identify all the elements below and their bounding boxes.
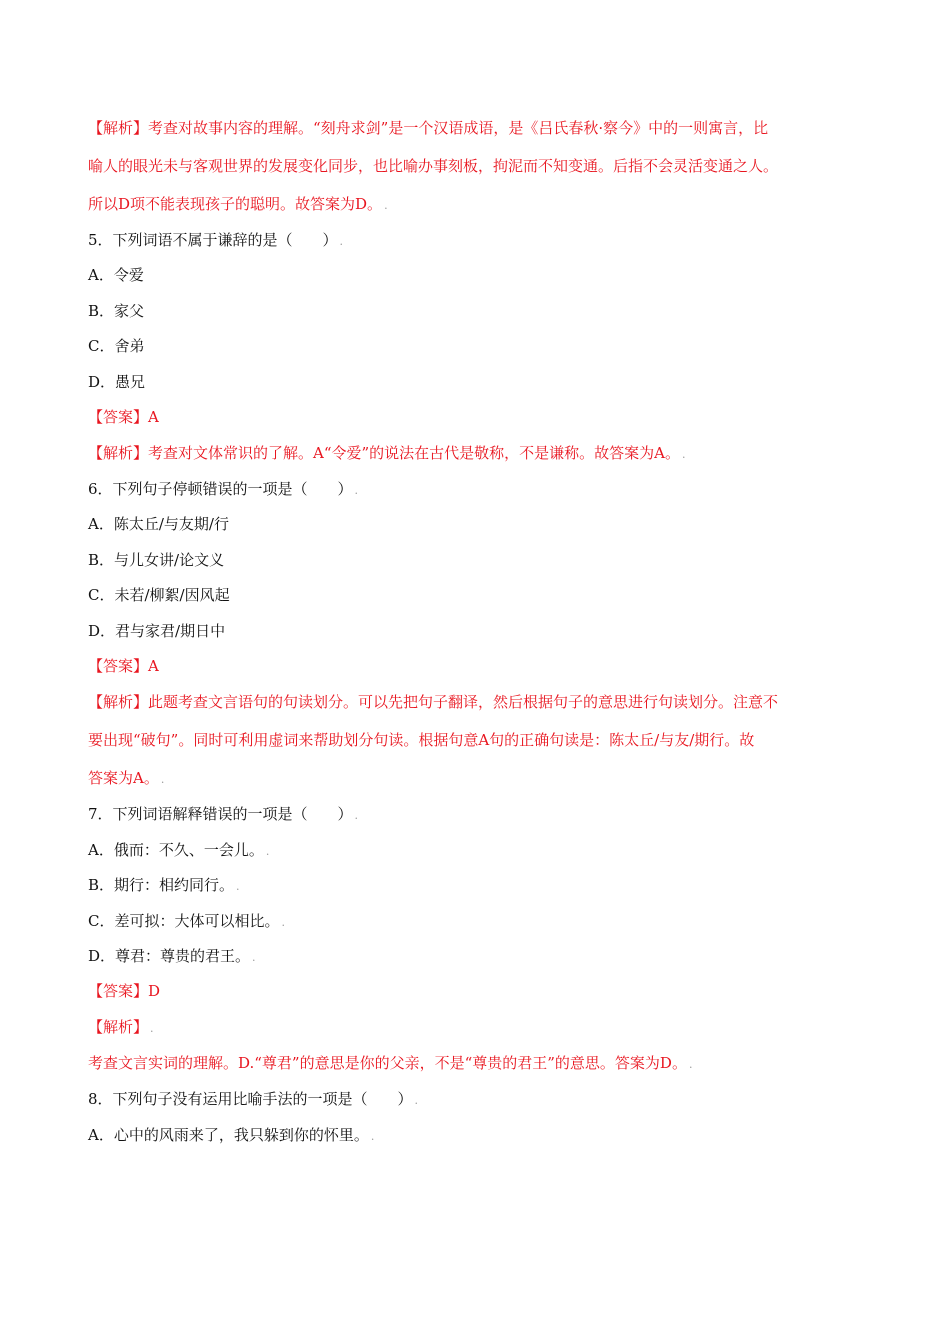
q6-option-c: C．未若/柳絮/因风起: [88, 586, 230, 604]
q6-option-b: B．与儿女讲/论文义: [88, 551, 225, 569]
q7-option-d: D．尊君：尊贵的君王。 .: [88, 947, 256, 965]
q8-question: 8．下列句子没有运用比喻手法的一项是（ ） .: [88, 1090, 419, 1108]
q4-analysis-line-1: 【解析】考查对故事内容的理解。“刻舟求剑”是一个汉语成语，是《吕氏春秋·察今》中的一则寓言，比: [88, 119, 769, 137]
q5-option-c: C．舍弟: [88, 337, 145, 355]
q5-answer: 【答案】A: [88, 408, 159, 426]
q4-analysis-line-2: 喻人的眼光未与客观世界的发展变化同步，也比喻办事刻板，拘泥而不知变通。后指不会灵活变通之人。: [88, 157, 779, 175]
q6-analysis-line-2: 要出现“破句”。同时可利用虚词来帮助划分句读。根据句意A句的正确句读是：陈太丘/与友/期行。故: [88, 731, 755, 749]
q7-option-b: B．期行：相约同行。 .: [88, 876, 240, 894]
paragraph-mark: .: [384, 199, 388, 212]
q7-option-c: C．差可拟：大体可以相比。 .: [88, 912, 285, 930]
q5-option-d: D．愚兄: [88, 373, 146, 391]
q5-analysis: 【解析】考查对文体常识的了解。A“令爱”的说法在古代是敬称，不是谦称。故答案为A。 .: [88, 444, 686, 462]
q6-option-a: A．陈太丘/与友期/行: [88, 515, 229, 533]
q6-analysis-line-3: 答案为A。 .: [88, 769, 165, 787]
q6-option-d: D．君与家君/期日中: [88, 622, 226, 640]
q6-analysis-line-1: 【解析】此题考查文言语句的句读划分。可以先把句子翻译，然后根据句子的意思进行句读划分。注意不: [88, 693, 779, 711]
q5-option-a: A．令爱: [88, 266, 144, 284]
q7-analysis-label: 【解析】 .: [88, 1018, 154, 1036]
q7-analysis: 考查文言实词的理解。D.“尊君”的意思是你的父亲，不是“尊贵的君王”的意思。答案为D。 .: [88, 1054, 693, 1072]
q8-option-a: A．心中的风雨来了，我只躲到你的怀里。 .: [88, 1126, 375, 1144]
q6-answer: 【答案】A: [88, 657, 159, 675]
q4-analysis-line-3: 所以D项不能表现孩子的聪明。故答案为D。 .: [88, 195, 388, 213]
q5-question: 5．下列词语不属于谦辞的是（ ） .: [88, 231, 344, 249]
q7-option-a: A．俄而：不久、一会儿。 .: [88, 841, 270, 859]
q7-question: 7．下列词语解释错误的一项是（ ） .: [88, 805, 359, 823]
q7-answer: 【答案】D: [88, 982, 161, 1000]
q5-option-b: B．家父: [88, 302, 145, 320]
q6-question: 6．下列句子停顿错误的一项是（ ） .: [88, 480, 359, 498]
